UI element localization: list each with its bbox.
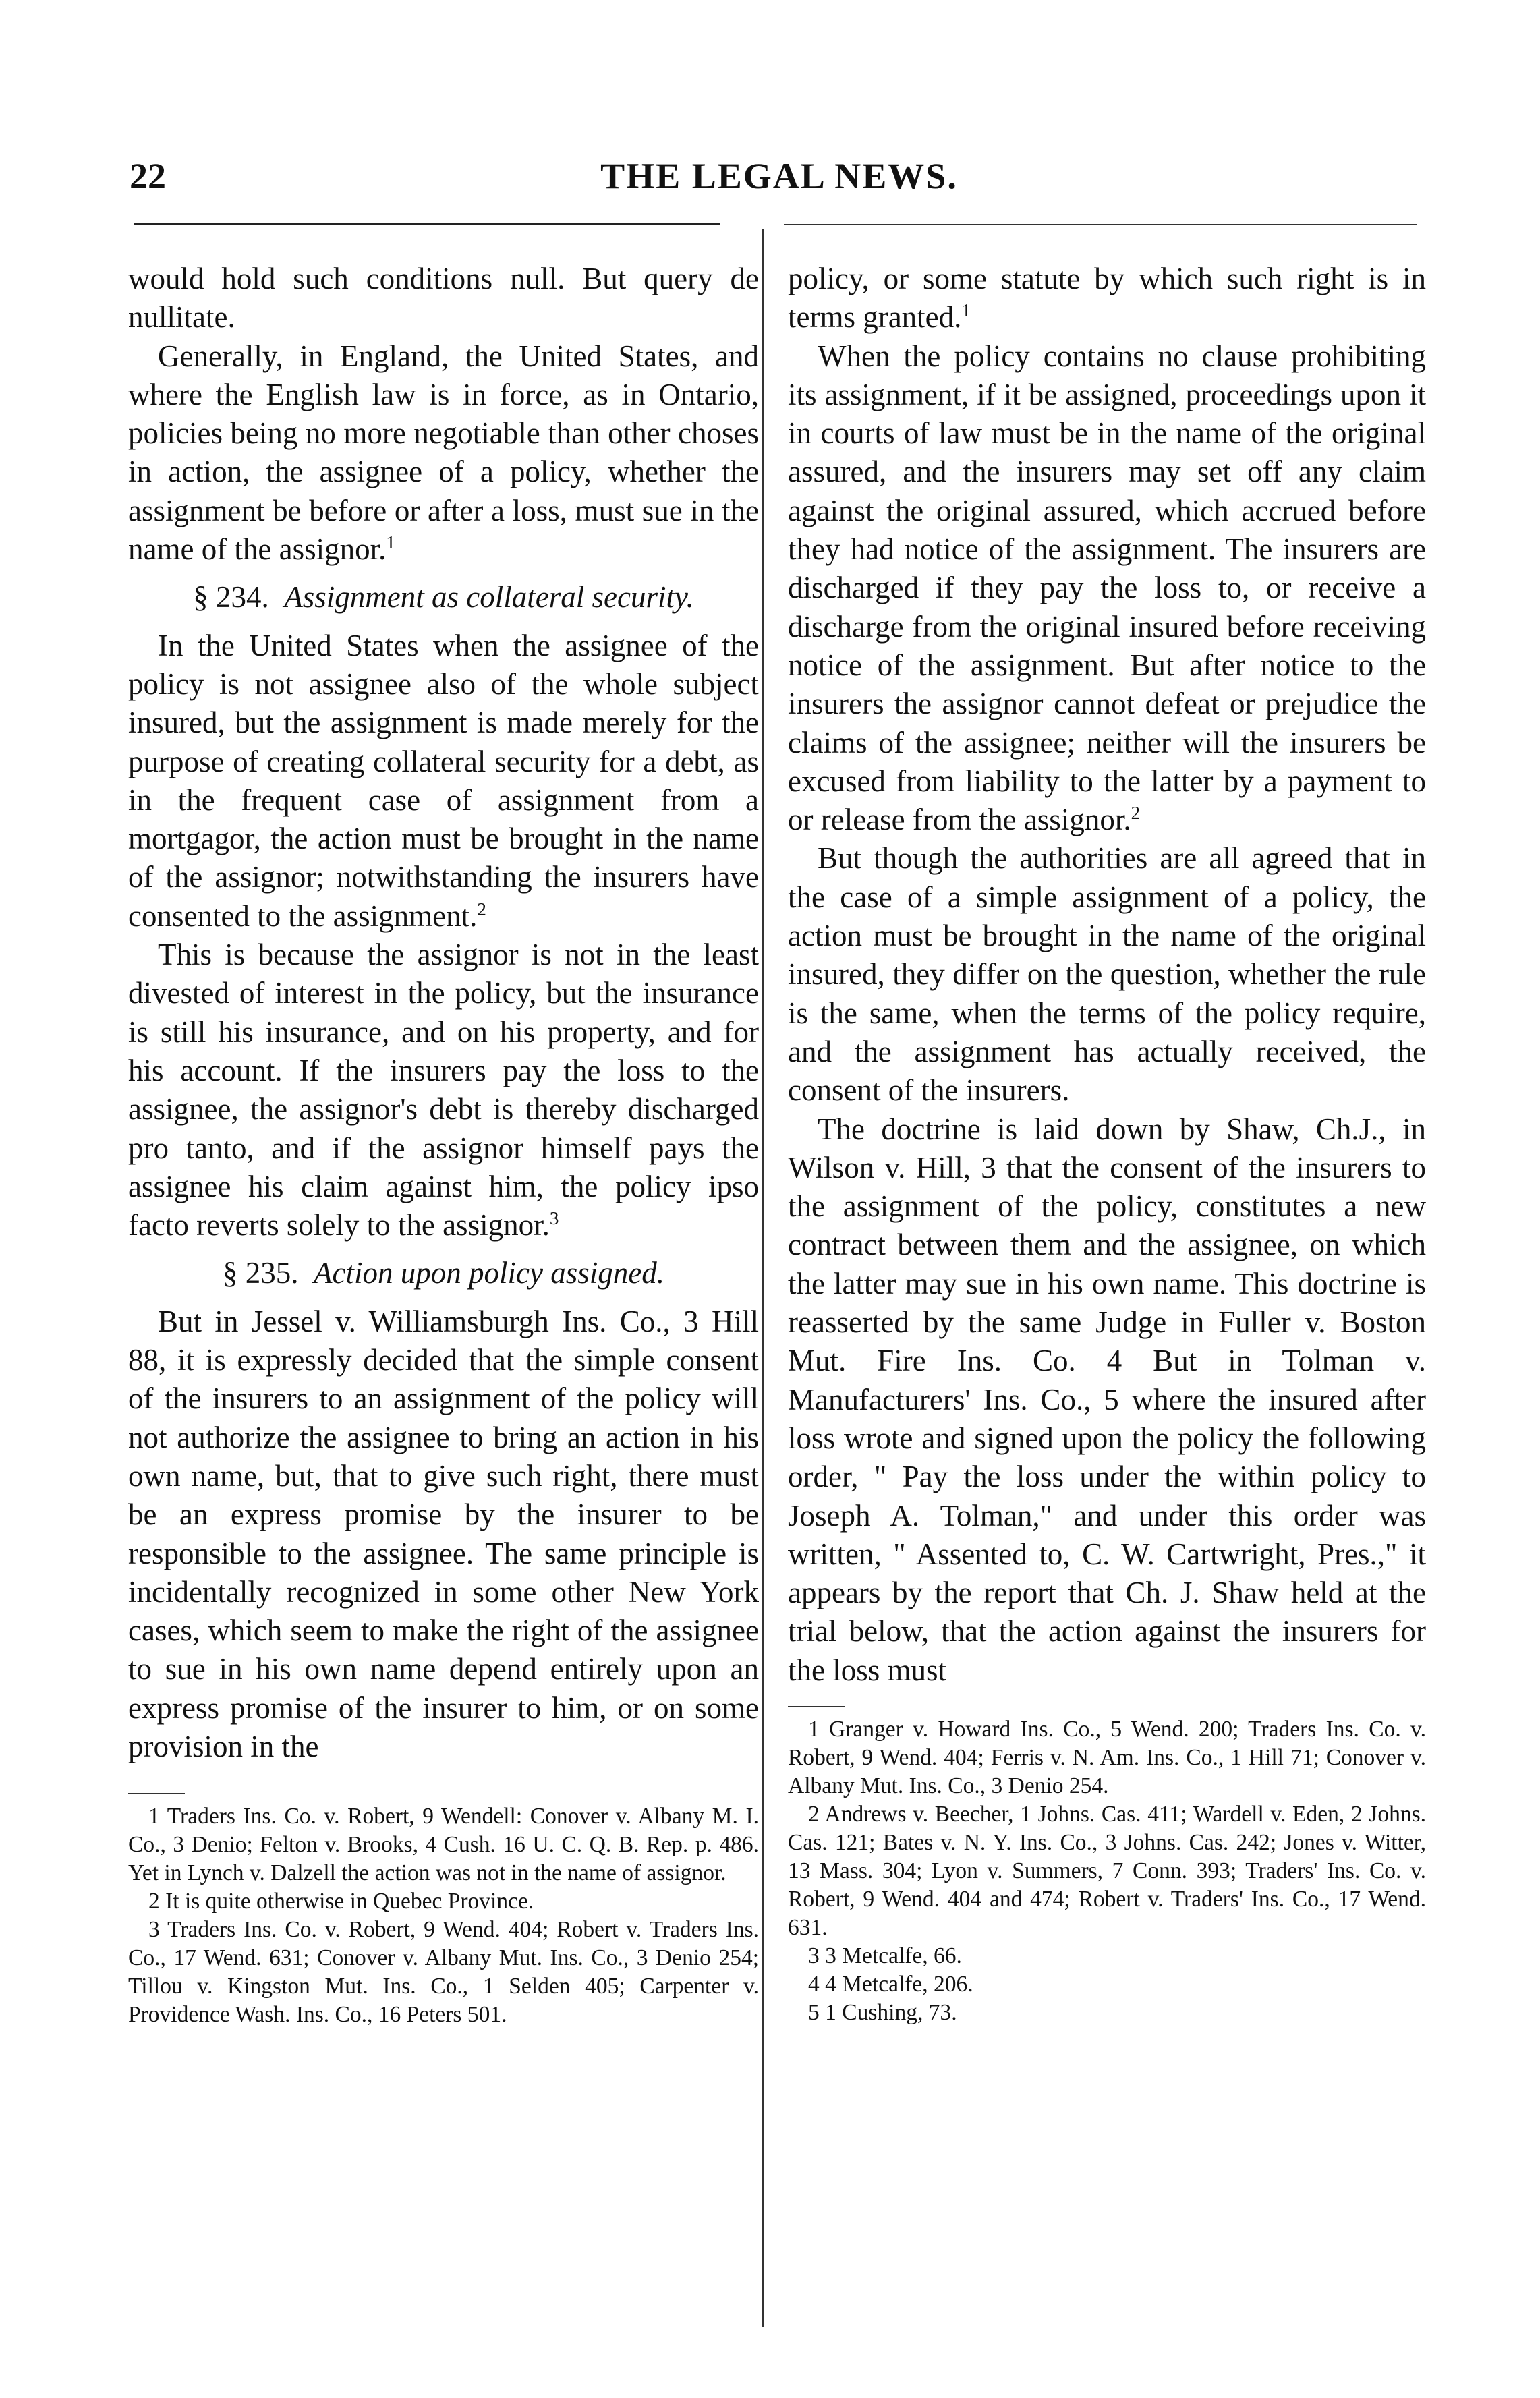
section-number: § 235. — [223, 1256, 299, 1290]
paragraph-text: But in Jessel v. Williamsburgh Ins. Co., 3 Hill 88, it is expressly decided that the simple consent of the insurers to an assignment of the policy will not authorize the assignee to bring an action in his own name, but, that to give such right, there must be an express promise by the insurer to be responsible to the assignee. The same principle is incidentally recognized in some other New York cases, which seem to make the right of the assignee to sue in his own name depend entirely upon an express promise of the insurer to him, or on some provision in the — [128, 1304, 759, 1763]
paragraph-text: But though the authorities are all agreed that in the case of a simple assignment of a policy, the action must be brought in the name of the original insured, they differ on the question, whether the rule is the same, when the terms of the policy require, and the assignment has actually received, the consent of the insurers. — [788, 841, 1426, 1108]
footnote: 4 4 Metcalfe, 206. — [808, 1971, 973, 1997]
paragraph — [788, 1110, 1426, 1690]
paragraph — [128, 1303, 759, 1767]
running-title: THE LEGAL NEWS. — [600, 156, 958, 196]
paragraph — [128, 627, 759, 936]
header-rule-right — [784, 224, 1417, 225]
section-number: § 234. — [193, 580, 269, 615]
page-header — [121, 155, 1437, 202]
paragraph — [788, 337, 1426, 840]
footnote: 5 1 Cushing, 73. — [808, 1999, 957, 2025]
section-heading-234 — [128, 578, 759, 617]
paragraph-text: Generally, in England, the United States, and where the English law is in force, as in Ontario, policies being no more negotiable than other choses in action, the assignee of a policy, whether the assignment be before or after a loss, must sue in the name of the assignor. — [128, 339, 759, 567]
left-column — [128, 260, 759, 2029]
footnote: 1 Traders Ins. Co. v. Robert, 9 Wendell: Conover v. Albany M. I. Co., 3 Denio; Felton v. Brooks, 4 Cush. 16 U. C. Q. B. Rep. p. 486. Yet in Lynch v. Dalzell the action was not in the name of assignor. — [128, 1804, 759, 1886]
footnotes-left — [128, 1802, 759, 2029]
paragraph-text: This is because the assignor is not in the least divested of interest in the policy, but the insurance is still his insurance, and on his property, and for his account. If the insurers pay the loss to the assignee, the assignor's debt is thereby discharged pro tanto, and if the assignor himself pays the assignee his claim against him, the policy ipso facto reverts solely to the assignor. — [128, 938, 759, 1243]
footnote: 2 It is quite otherwise in Quebec Province. — [148, 1889, 534, 1914]
footnote: 3 3 Metcalfe, 66. — [808, 1943, 962, 1968]
right-column — [788, 260, 1426, 2027]
footnote-rule — [788, 1706, 845, 1707]
footnote: 1 Granger v. Howard Ins. Co., 5 Wend. 200; Traders Ins. Co. v. Robert, 9 Wend. 404; Ferris v. N. Am. Ins. Co., 1 Hill 71; Conover v. Albany Mut. Ins. Co., 3 Denio 254. — [788, 1716, 1426, 1798]
section-title: Action upon policy assigned. — [314, 1256, 664, 1290]
footnote-ref: 1 — [961, 300, 971, 321]
paragraph-text: would hold such conditions null. But query de nullitate. — [128, 262, 759, 335]
paragraph-text: The doctrine is laid down by Shaw, Ch.J., in Wilson v. Hill, 3 that the consent of the insurers to the assignment of the policy, constitutes a new contract between them and the assignee, on which the latter may sue in his own name. This doctrine is reasserted by the same Judge in Fuller v. Boston Mut. Fire Ins. Co. 4 But in Tolman v. Manufacturers' Ins. Co., 5 where the insured after loss wrote and signed upon the policy the following order, " Pay the loss under the within policy to Joseph A. Tolman," and under this order was written, " Assented to, C. W. Cartwright, Pres.," it appears by the report that Ch. J. Shaw held at the trial below, that the action against the insurers for the loss must — [788, 1112, 1426, 1687]
paragraph — [788, 839, 1426, 1110]
footnotes-right — [788, 1715, 1426, 2027]
paragraph — [128, 337, 759, 569]
footnote-rule — [128, 1793, 185, 1794]
paragraph-text: When the policy contains no clause prohibiting its assignment, if it be assigned, proceedings upon it in courts of law must be in the name of the original assured, and the insurers may set off any claim against the original assured, which accrued before they had notice of the assignment. The insurers are discharged if they pay the loss to, or receive a discharge from the original insured before receiving notice of the assignment. But after notice to the insurers the assignor cannot defeat or prejudice the claims of the assignee; neither will the insurers be excused from liability to the latter by a payment to or release from the assignor. — [788, 339, 1426, 837]
page-number: 22 — [130, 156, 166, 196]
footnote: 2 Andrews v. Beecher, 1 Johns. Cas. 411; Wardell v. Eden, 2 Johns. Cas. 121; Bates v. N. Y. Ins. Co., 3 Johns. Cas. 242; Jones v. Witter, 13 Mass. 304; Lyon v. Summers, 7 Conn. 393; Traders' Ins. Co. v. Robert, 9 Wend. 404 and 474; Robert v. Traders' Ins. Co., 17 Wend. 631. — [788, 1801, 1426, 1940]
paragraph-text: In the United States when the assignee of the policy is not assignee also of the whole subject insured, but the assignment is made merely for the purpose of creating collateral security for a debt, as in the frequent case of assignment from a mortgagor, the action must be brought in the name of the assignor; notwithstanding the insurers have consented to the assignment. — [128, 628, 759, 933]
paragraph — [788, 260, 1426, 337]
column-divider — [762, 229, 764, 2327]
footnote-ref: 3 — [549, 1207, 559, 1228]
section-heading-235 — [128, 1254, 759, 1292]
footnote-ref: 1 — [386, 532, 395, 552]
footnote-ref: 2 — [477, 898, 486, 919]
paragraph — [128, 936, 759, 1245]
paragraph — [128, 260, 759, 337]
footnote: 3 Traders Ins. Co. v. Robert, 9 Wend. 404; Robert v. Traders Ins. Co., 17 Wend. 631; Conover v. Albany Mut. Ins. Co., 3 Denio 254; Tillou v. Kingston Mut. Ins. Co., 1 Selden 405; Carpenter v. Providence Wash. Ins. Co., 16 Peters 501. — [128, 1917, 759, 2028]
header-rule-left — [134, 223, 720, 225]
footnote-ref: 2 — [1131, 802, 1141, 823]
paragraph-text: policy, or some statute by which such right is in terms granted. — [788, 262, 1426, 335]
section-title: Assignment as collateral security. — [284, 580, 694, 615]
